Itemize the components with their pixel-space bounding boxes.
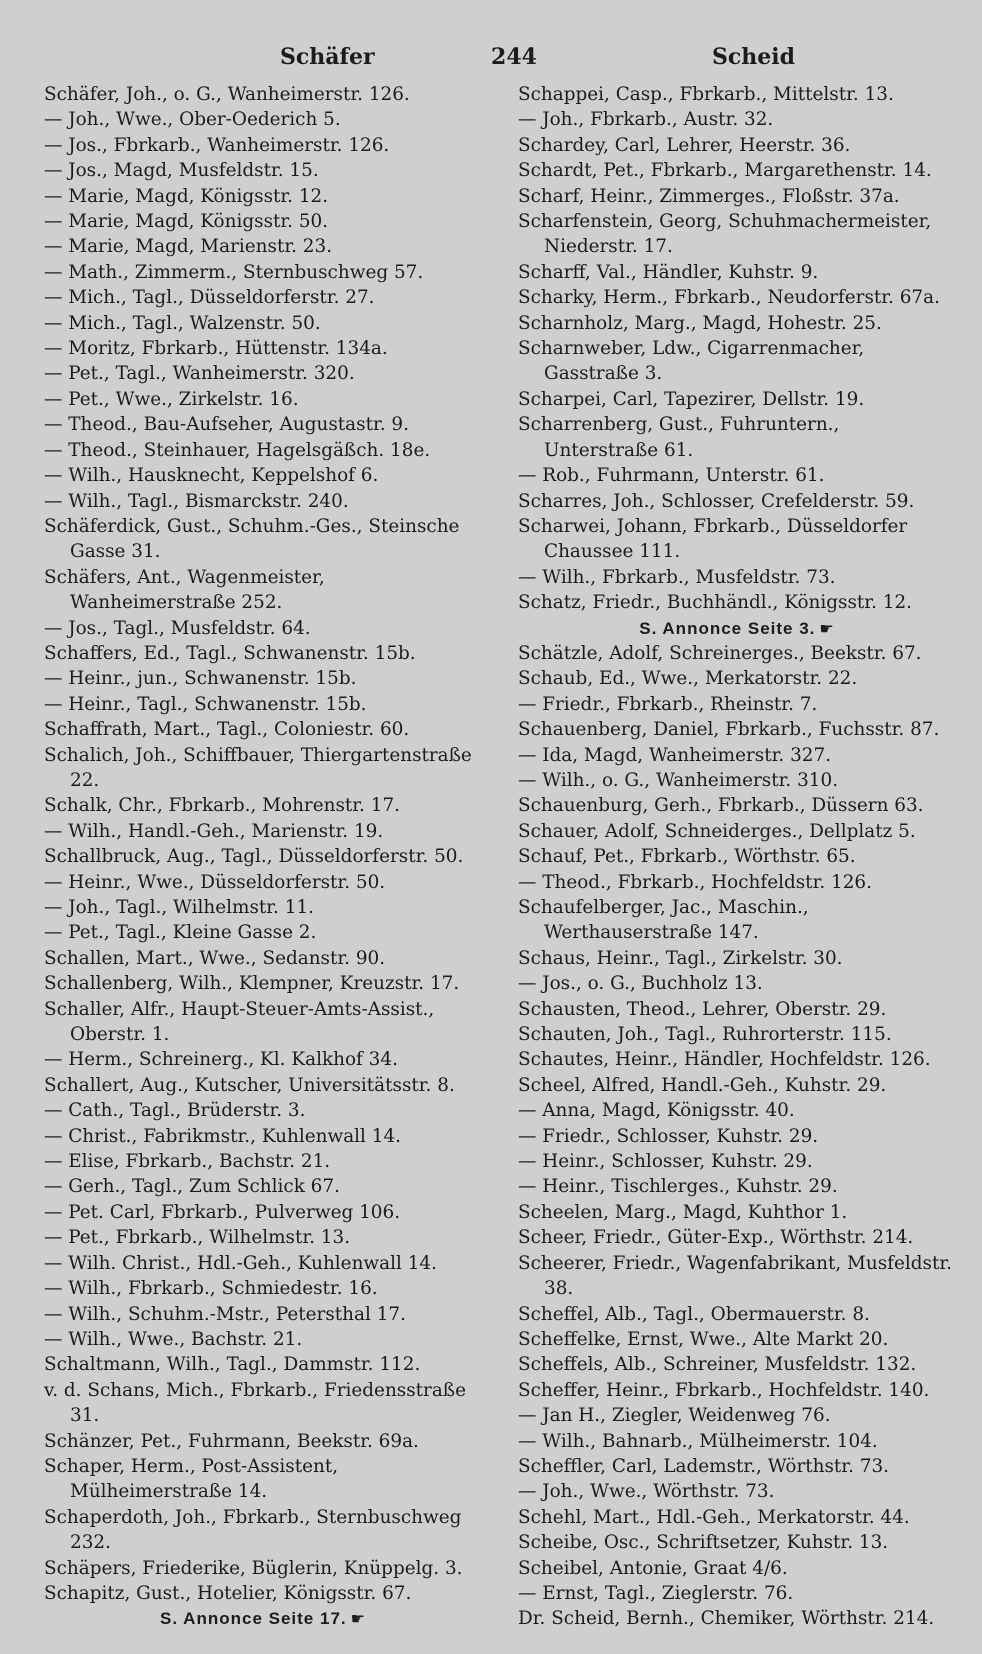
directory-entry [44, 1200, 482, 1225]
directory-entry [44, 1124, 482, 1149]
directory-entry [44, 1276, 482, 1301]
directory-entry [518, 285, 956, 310]
directory-entry [44, 260, 482, 285]
entry-text: Schänzer, Pet., Fuhrmann, Beekstr. 69a. [44, 1430, 419, 1452]
entry-text: — Joh., Wwe., Wörthstr. 73. [518, 1481, 775, 1503]
directory-entry [44, 1047, 482, 1072]
directory-entry [518, 158, 956, 183]
directory-entry [44, 82, 482, 107]
entry-text: Scheibe, Osc., Schriftsetzer, Kuhstr. 13. [518, 1532, 889, 1554]
directory-entry [44, 158, 482, 183]
annonce-note [518, 616, 956, 641]
header-left-keyword: Schäfer [280, 44, 375, 70]
directory-entry [44, 234, 482, 259]
entry-text: — Wilh., Wwe., Bachstr. 21. [44, 1328, 303, 1350]
entry-text: S. Annonce Seite 3. [639, 618, 816, 638]
entry-text: — Wilh., Fbrkarb., Musfeldstr. 73. [518, 566, 836, 588]
entry-text: Schäfers, Ant., Wagenmeister, Wanheimerstraße 252. [44, 566, 325, 614]
directory-entry [518, 412, 956, 463]
entry-text: — Mich., Tagl., Düsseldorferstr. 27. [44, 287, 375, 309]
entry-text: Scheerer, Friedr., Wagenfabrikant, Musfeldstr. 38. [518, 1252, 952, 1300]
directory-entry [518, 1200, 956, 1225]
directory-entry [518, 819, 956, 844]
entry-text: Scheibel, Antonie, Graat 4/6. [518, 1557, 788, 1579]
entry-text: — Rob., Fuhrmann, Unterstr. 61. [518, 465, 825, 487]
entry-text: Scharrenberg, Gust., Fuhruntern., Unterstraße 61. [518, 414, 840, 461]
directory-entry [44, 920, 482, 945]
entry-text: Schauer, Adolf, Schneiderges., Dellplatz 5. [518, 820, 916, 842]
directory-entry [518, 717, 956, 742]
entry-text: Schallen, Mart., Wwe., Sedanstr. 90. [44, 947, 386, 969]
directory-entry [44, 311, 482, 336]
entry-text: Schaper, Herm., Post-Assistent, Mülheimerstraße 14. [44, 1455, 339, 1503]
directory-entry [44, 133, 482, 158]
directory-entry [518, 1327, 956, 1352]
directory-entry [518, 336, 956, 387]
directory-entry [518, 1302, 956, 1327]
directory-entry [518, 107, 956, 132]
entry-text: — Ernst, Tagl., Zieglerstr. 76. [518, 1582, 794, 1604]
entry-text: Schappei, Casp., Fbrkarb., Mittelstr. 13. [518, 84, 894, 105]
directory-entry [518, 743, 956, 768]
entry-text: v. d. Schans, Mich., Fbrkarb., Friedensstraße 31. [44, 1379, 466, 1427]
entry-text: Scheelen, Marg., Magd, Kuhthor 1. [518, 1201, 848, 1223]
directory-entry [44, 870, 482, 895]
directory-entry [518, 1047, 956, 1072]
entry-text: — Wilh., Fbrkarb., Schmiedestr. 16. [44, 1278, 378, 1300]
entry-text: Scheffer, Heinr., Fbrkarb., Hochfeldstr. 140. [518, 1379, 930, 1401]
entry-text: Schauf, Pet., Fbrkarb., Wörthstr. 65. [518, 846, 856, 868]
directory-entry [518, 1530, 956, 1555]
entry-text: Schauenburg, Gerh., Fbrkarb., Düssern 63. [518, 795, 924, 817]
pointing-hand-icon: ☛ [350, 1609, 366, 1629]
directory-entry [44, 1556, 482, 1581]
directory-entry [518, 870, 956, 895]
directory-entry [44, 1251, 482, 1276]
entry-text: — Moritz, Fbrkarb., Hüttenstr. 134a. [44, 338, 388, 360]
right-column [518, 82, 956, 1632]
directory-entry [44, 336, 482, 361]
directory-entry [44, 463, 482, 488]
entry-text: Schaffers, Ed., Tagl., Schwanenstr. 15b. [44, 642, 416, 664]
entry-text: — Marie, Magd, Königsstr. 12. [44, 185, 329, 207]
directory-entry [518, 946, 956, 971]
entry-text: — Heinr., jun., Schwanenstr. 15b. [44, 668, 357, 690]
directory-entry [44, 1098, 482, 1123]
directory-entry [518, 209, 956, 260]
directory-entry [44, 666, 482, 691]
directory-entry [518, 692, 956, 717]
directory-entry [44, 285, 482, 310]
entry-text: — Pet. Carl, Fbrkarb., Pulverweg 106. [44, 1201, 401, 1223]
directory-entry [44, 209, 482, 234]
entry-text: — Heinr., Tagl., Schwanenstr. 15b. [44, 693, 367, 715]
entry-text: Scheffels, Alb., Schreiner, Musfeldstr. 132. [518, 1354, 917, 1376]
directory-entry [518, 895, 956, 946]
directory-entry [518, 1581, 956, 1606]
entry-text: Schalk, Chr., Fbrkarb., Mohrenstr. 17. [44, 795, 400, 817]
directory-entry [44, 1225, 482, 1250]
entry-text: Schäfer, Joh., o. G., Wanheimerstr. 126. [44, 84, 410, 105]
directory-entry [518, 997, 956, 1022]
entry-text: Schaus, Heinr., Tagl., Zirkelstr. 30. [518, 947, 843, 969]
directory-entry [44, 514, 482, 565]
pointing-hand-icon: ☛ [819, 618, 835, 638]
directory-entry [518, 184, 956, 209]
directory-entry [518, 514, 956, 565]
directory-entry [44, 997, 482, 1048]
directory-entry [44, 489, 482, 514]
entry-text: Scheffler, Carl, Lademstr., Wörthstr. 73. [518, 1455, 890, 1477]
directory-entry [44, 1581, 482, 1606]
directory-entry [44, 844, 482, 869]
directory-entry [44, 971, 482, 996]
entry-text: — Marie, Magd, Königsstr. 50. [44, 211, 329, 233]
directory-entry [518, 844, 956, 869]
directory-entry [44, 1327, 482, 1352]
entry-text: — Herm., Schreinerg., Kl. Kalkhof 34. [44, 1049, 398, 1071]
directory-entry [518, 1479, 956, 1504]
entry-text: — Joh., Wwe., Ober-Oederich 5. [44, 109, 341, 131]
directory-entry [518, 666, 956, 691]
left-column [44, 82, 482, 1632]
entry-text: Schaffrath, Mart., Tagl., Coloniestr. 60. [44, 719, 410, 741]
directory-entry [44, 793, 482, 818]
directory-entry [44, 412, 482, 437]
directory-entry [44, 184, 482, 209]
entry-text: Schatz, Friedr., Buchhändl., Königsstr. 12. [518, 592, 913, 614]
entry-text: — Wilh., Hausknecht, Keppelshof 6. [44, 465, 379, 487]
directory-entry [518, 793, 956, 818]
entry-text: Scharnholz, Marg., Magd, Hohestr. 25. [518, 312, 882, 334]
entry-text: Schallert, Aug., Kutscher, Universitätsstr. 8. [44, 1074, 455, 1096]
entry-text: — Cath., Tagl., Brüderstr. 3. [44, 1100, 306, 1122]
entry-text: Scharfenstein, Georg, Schuhmachermeister, Niederstr. 17. [518, 211, 932, 258]
entry-text: — Jos., Magd, Musfeldstr. 15. [44, 160, 319, 182]
entry-text: — Wilh., Tagl., Bismarckstr. 240. [44, 490, 349, 512]
entry-text: Scharff, Val., Händler, Kuhstr. 9. [518, 261, 819, 283]
entry-text: Scharnweber, Ldw., Cigarrenmacher, Gasstraße 3. [518, 338, 865, 385]
directory-entry [518, 1251, 956, 1302]
directory-entry [44, 565, 482, 616]
directory-entry [44, 1505, 482, 1556]
directory-entry [44, 361, 482, 386]
entry-text: Schehl, Mart., Hdl.-Geh., Merkatorstr. 44. [518, 1506, 910, 1528]
directory-entry [44, 616, 482, 641]
directory-entry [518, 1505, 956, 1530]
directory-entry [518, 1098, 956, 1123]
entry-text: Schallenberg, Wilh., Klempner, Kreuzstr. 17. [44, 973, 460, 995]
directory-entry [518, 1149, 956, 1174]
directory-entry [44, 1378, 482, 1429]
entry-text: — Ida, Magd, Wanheimerstr. 327. [518, 744, 832, 766]
directory-entry [518, 1378, 956, 1403]
directory-entry [44, 946, 482, 971]
entry-text: — Friedr., Fbrkarb., Rheinstr. 7. [518, 693, 818, 715]
entry-text: — Marie, Magd, Marienstr. 23. [44, 236, 333, 258]
entry-text: — Pet., Tagl., Wanheimerstr. 320. [44, 363, 355, 385]
directory-entry [44, 743, 482, 794]
directory-entry [44, 438, 482, 463]
directory-entry [518, 82, 956, 107]
entry-text: — Friedr., Schlosser, Kuhstr. 29. [518, 1125, 819, 1147]
entry-text: Schapitz, Gust., Hotelier, Königsstr. 67. [44, 1582, 412, 1604]
entry-text: — Jan H., Ziegler, Weidenweg 76. [518, 1405, 831, 1427]
entry-text: — Wilh., Schuhm.-Mstr., Petersthal 17. [44, 1303, 406, 1325]
entry-text: — Gerh., Tagl., Zum Schlick 67. [44, 1176, 340, 1198]
entry-text: — Math., Zimmerm., Sternbuschweg 57. [44, 261, 424, 283]
directory-entry [518, 1225, 956, 1250]
entry-text: — Anna, Magd, Königsstr. 40. [518, 1100, 795, 1122]
columns [44, 82, 956, 1632]
annonce-note [44, 1606, 482, 1631]
entry-text: Schaub, Ed., Wwe., Merkatorstr. 22. [518, 668, 858, 690]
directory-entry [518, 489, 956, 514]
directory-entry [44, 819, 482, 844]
directory-entry [44, 1352, 482, 1377]
entry-text: — Pet., Wwe., Zirkelstr. 16. [44, 388, 299, 410]
directory-entry [44, 1302, 482, 1327]
entry-text: — Wilh. Christ., Hdl.-Geh., Kuhlenwall 14. [44, 1252, 437, 1274]
directory-entry [518, 133, 956, 158]
entry-text: — Heinr., Schlosser, Kuhstr. 29. [518, 1151, 813, 1173]
entry-text: Scharwei, Johann, Fbrkarb., Düsseldorfer Chaussee 111. [518, 515, 908, 563]
entry-text: Dr. Scheid, Bernh., Chemiker, Wörthstr. 214. [518, 1608, 935, 1630]
entry-text: — Theod., Fbrkarb., Hochfeldstr. 126. [518, 871, 872, 893]
entry-text: Schätzle, Adolf, Schreinerges., Beekstr. 67. [518, 642, 922, 664]
entry-text: Schausten, Theod., Lehrer, Oberstr. 29. [518, 998, 887, 1020]
directory-entry [518, 1073, 956, 1098]
directory-entry [518, 387, 956, 412]
directory-entry [518, 1174, 956, 1199]
directory-entry [44, 1149, 482, 1174]
entry-text: Schaufelberger, Jac., Maschin., Werthauserstraße 147. [518, 897, 809, 944]
entry-text: — Jos., Tagl., Musfeldstr. 64. [44, 617, 311, 639]
directory-entry [44, 1429, 482, 1454]
directory-entry [518, 768, 956, 793]
directory-entry [44, 387, 482, 412]
directory-entry [518, 1556, 956, 1581]
directory-entry [518, 1606, 956, 1631]
entry-text: Schaltmann, Wilh., Tagl., Dammstr. 112. [44, 1354, 421, 1376]
entry-text: Scheer, Friedr., Güter-Exp., Wörthstr. 214. [518, 1227, 914, 1249]
entry-text: — Wilh., Bahnarb., Mülheimerstr. 104. [518, 1430, 878, 1452]
directory-entry [518, 1429, 956, 1454]
entry-text: — Wilh., o. G., Wanheimerstr. 310. [518, 769, 839, 791]
directory-entry [518, 1403, 956, 1428]
entry-text: — Heinr., Tischlerges., Kuhstr. 29. [518, 1176, 838, 1198]
directory-entry [518, 463, 956, 488]
entry-text: Scheffel, Alb., Tagl., Obermauerstr. 8. [518, 1303, 870, 1325]
entry-text: — Joh., Fbrkarb., Austr. 32. [518, 109, 774, 131]
entry-text: — Pet., Fbrkarb., Wilhelmstr. 13. [44, 1227, 351, 1249]
entry-text: — Christ., Fabrikmstr., Kuhlenwall 14. [44, 1125, 402, 1147]
entry-text: Schäpers, Friederike, Büglerin, Knüppelg. 3. [44, 1557, 463, 1579]
entry-text: — Theod., Steinhauer, Hagelsgäßch. 18e. [44, 439, 431, 461]
directory-entry [44, 107, 482, 132]
header-right-keyword: Scheid [712, 44, 796, 70]
directory-entry [518, 1022, 956, 1047]
entry-text: Schauenberg, Daniel, Fbrkarb., Fuchsstr. 87. [518, 719, 940, 741]
entry-text: S. Annonce Seite 17. [160, 1609, 347, 1629]
directory-entry [44, 692, 482, 717]
directory-entry [44, 1454, 482, 1505]
entry-text: — Wilh., Handl.-Geh., Marienstr. 19. [44, 820, 384, 842]
entry-text: Scheffelke, Ernst, Wwe., Alte Markt 20. [518, 1328, 889, 1350]
directory-entry [44, 1073, 482, 1098]
entry-text: Schaperdoth, Joh., Fbrkarb., Sternbuschweg 232. [44, 1506, 462, 1554]
entry-text: Scharky, Herm., Fbrkarb., Neudorferstr. 67a. [518, 287, 940, 309]
directory-entry [518, 1352, 956, 1377]
directory-entry [518, 565, 956, 590]
entry-text: — Elise, Fbrkarb., Bachstr. 21. [44, 1151, 331, 1173]
directory-entry [44, 1174, 482, 1199]
entry-text: — Theod., Bau-Aufseher, Augustastr. 9. [44, 414, 409, 436]
entry-text: Scharres, Joh., Schlosser, Crefelderstr. 59. [518, 490, 915, 512]
directory-entry [518, 311, 956, 336]
entry-text: — Jos., Fbrkarb., Wanheimerstr. 126. [44, 134, 390, 156]
directory-entry [518, 1124, 956, 1149]
entry-text: Scharpei, Carl, Tapezirer, Dellstr. 19. [518, 388, 865, 410]
directory-entry [518, 1454, 956, 1479]
entry-text: — Heinr., Wwe., Düsseldorferstr. 50. [44, 871, 386, 893]
entry-text: — Pet., Tagl., Kleine Gasse 2. [44, 922, 317, 944]
entry-text: Schautes, Heinr., Händler, Hochfeldstr. 126. [518, 1049, 931, 1071]
page-header [44, 40, 956, 82]
entry-text: Schallbruck, Aug., Tagl., Düsseldorferstr. 50. [44, 846, 464, 868]
entry-text: Scheel, Alfred, Handl.-Geh., Kuhstr. 29. [518, 1074, 887, 1096]
page-number: 244 [491, 44, 537, 70]
directory-entry [44, 717, 482, 742]
directory-entry [518, 641, 956, 666]
entry-text: Schalich, Joh., Schiffbauer, Thiergartenstraße 22. [44, 744, 472, 791]
entry-text: — Joh., Tagl., Wilhelmstr. 11. [44, 897, 314, 918]
entry-text: Schauten, Joh., Tagl., Ruhrorterstr. 115. [518, 1024, 892, 1046]
directory-entry [518, 590, 956, 615]
entry-text: Schardey, Carl, Lehrer, Heerstr. 36. [518, 134, 851, 156]
entry-text: Schaller, Alfr., Haupt-Steuer-Amts-Assist., Oberstr. 1. [44, 998, 435, 1046]
directory-entry [44, 641, 482, 666]
entry-text: Scharf, Heinr., Zimmerges., Floßstr. 37a. [518, 185, 900, 207]
entry-text: Schäferdick, Gust., Schuhm.-Ges., Steinsche Gasse 31. [44, 515, 460, 563]
entry-text: — Jos., o. G., Buchholz 13. [518, 973, 763, 995]
directory-entry [44, 895, 482, 920]
entry-text: — Mich., Tagl., Walzenstr. 50. [44, 312, 321, 334]
entry-text: Schardt, Pet., Fbrkarb., Margarethenstr. 14. [518, 160, 932, 182]
directory-entry [518, 260, 956, 285]
directory-entry [518, 971, 956, 996]
